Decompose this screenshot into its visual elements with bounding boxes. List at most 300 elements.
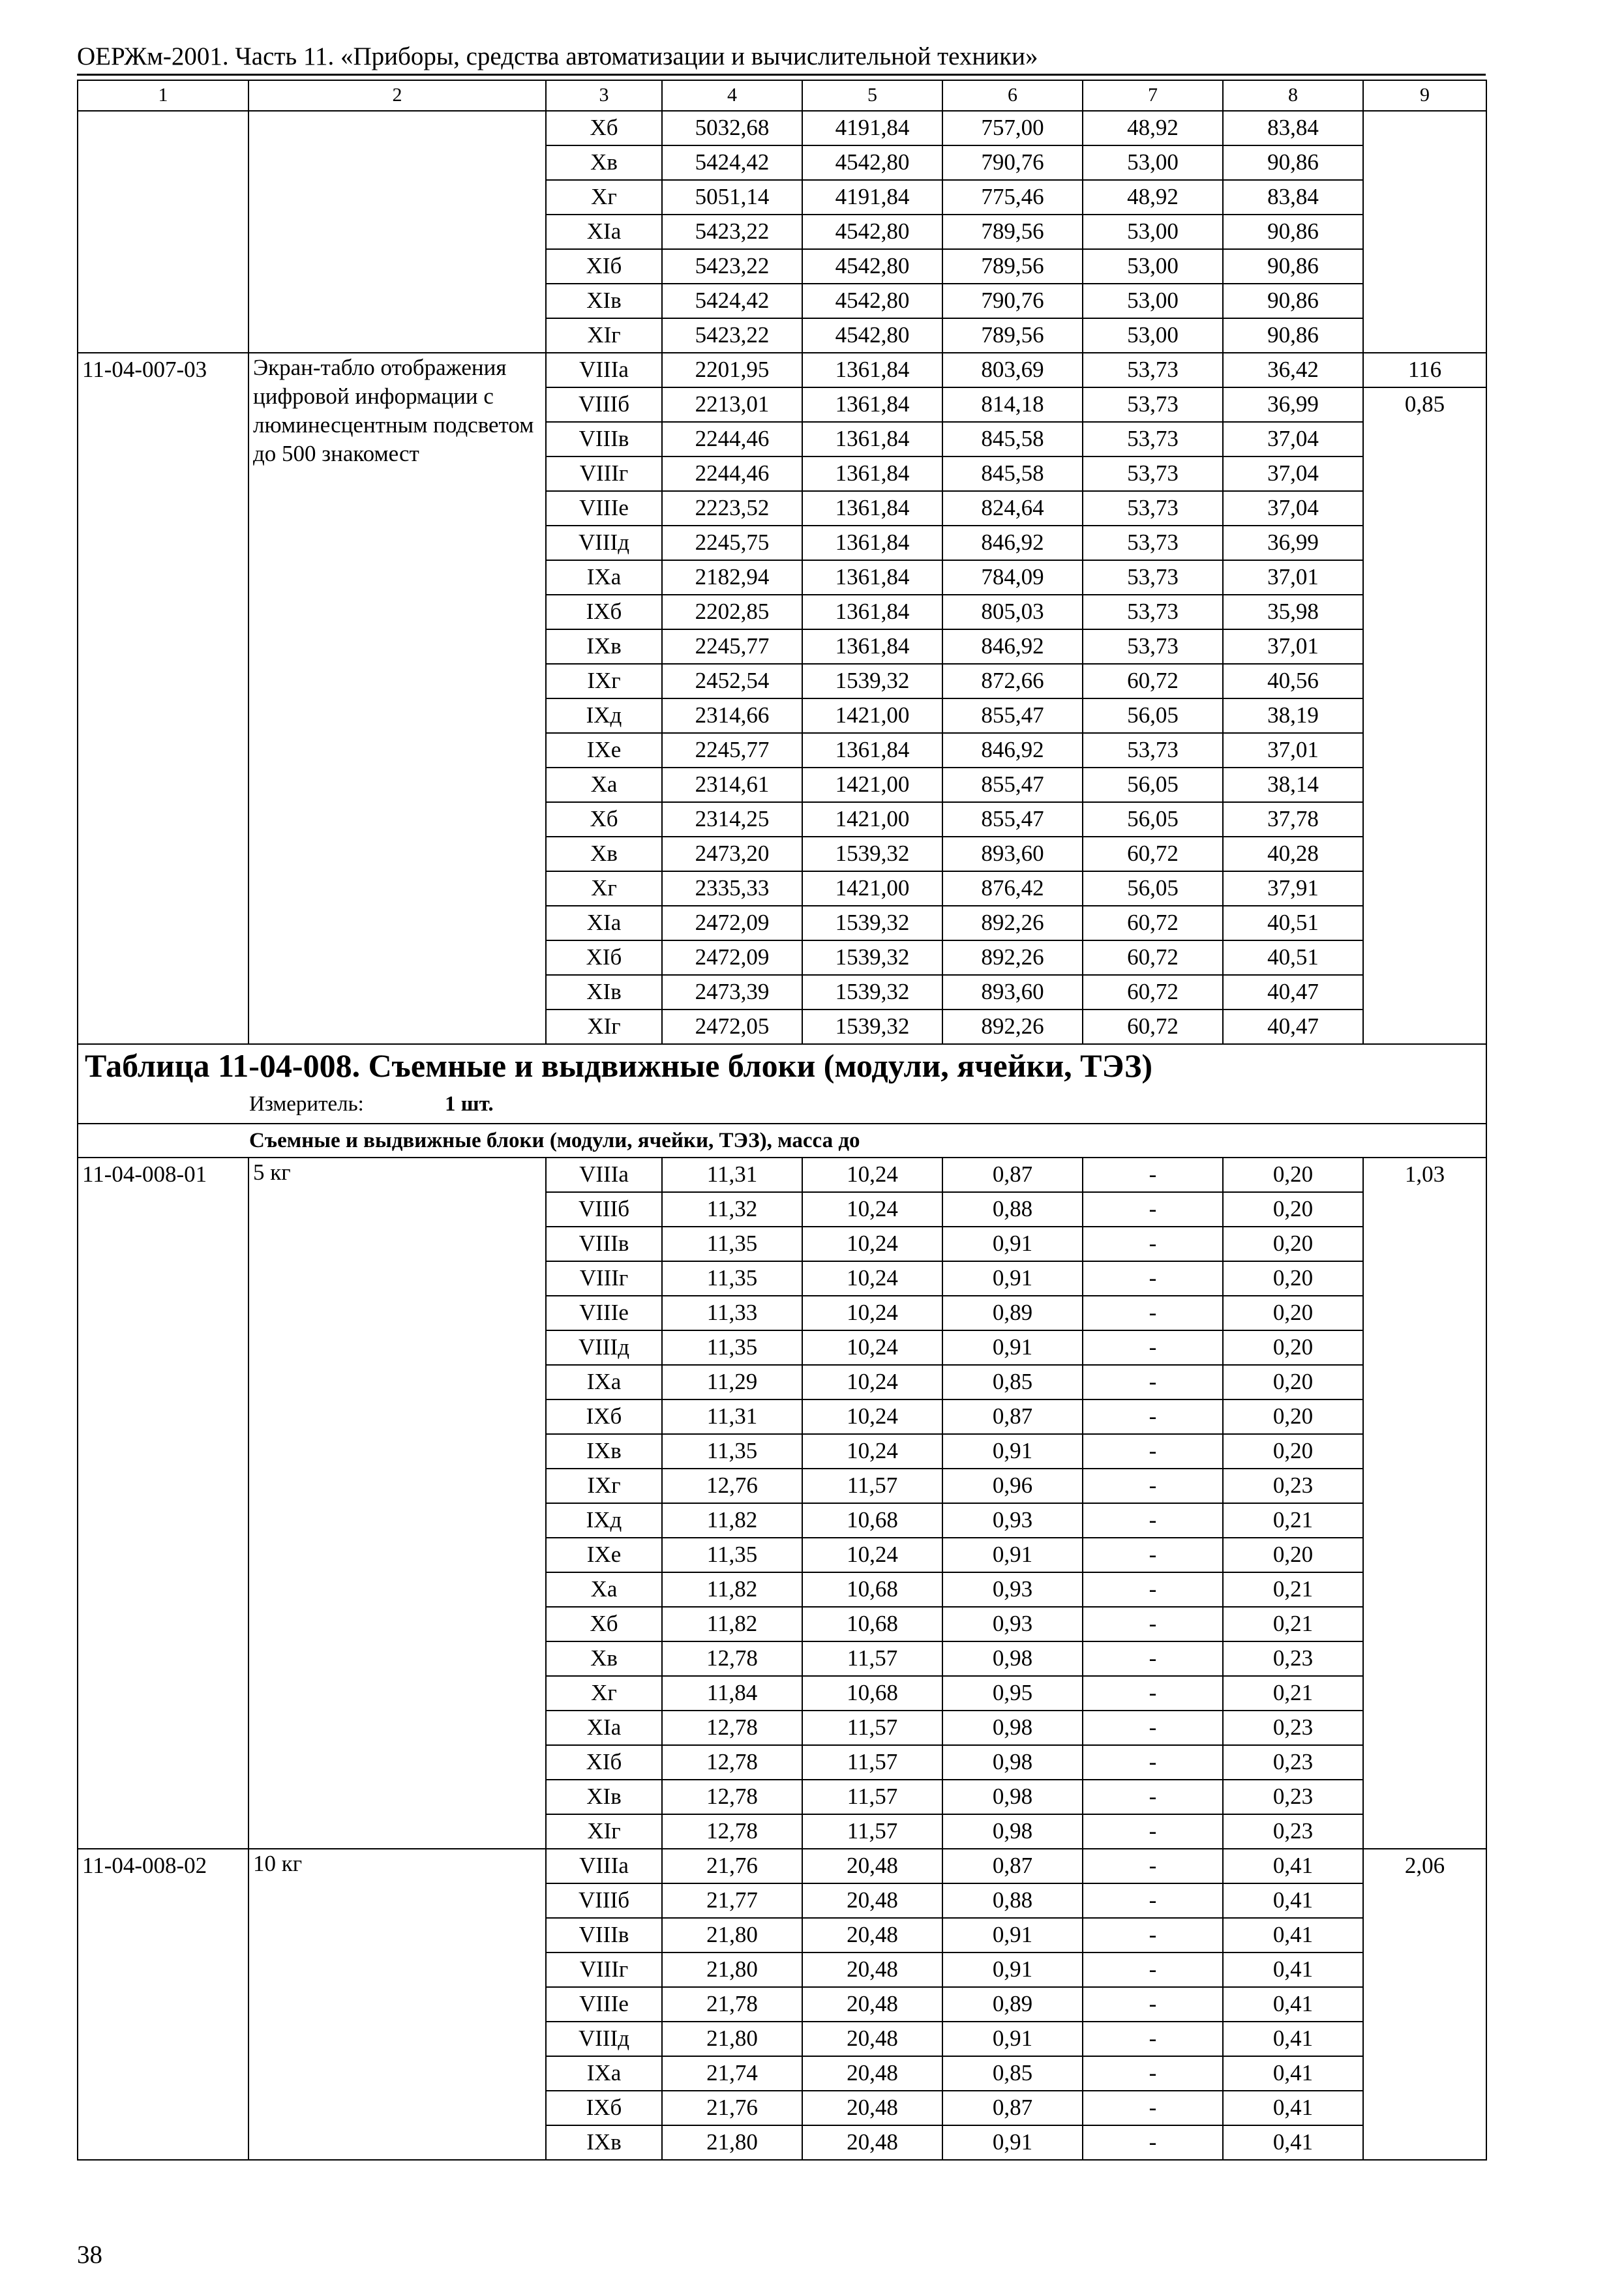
materials-cost-cell: 0,21 <box>1223 1676 1363 1711</box>
materials-cost-cell: 37,04 <box>1223 456 1363 491</box>
total-cost-cell: 2452,54 <box>662 664 802 698</box>
zone-cell: IXб <box>546 595 662 629</box>
wages-cell: 10,24 <box>802 1434 942 1469</box>
zone-cell: VIIIг <box>546 456 662 491</box>
zone-cell: Xв <box>546 145 662 180</box>
wages-cell: 1539,32 <box>802 837 942 871</box>
zone-cell: XIв <box>546 1780 662 1814</box>
zone-cell: XIб <box>546 1745 662 1780</box>
machine-cost-cell: 0,85 <box>942 2056 1083 2091</box>
wages-cell: 10,24 <box>802 1365 942 1399</box>
materials-cost-cell: 40,56 <box>1223 664 1363 698</box>
machine-cost-cell: 0,91 <box>942 2022 1083 2056</box>
total-cost-cell: 2223,52 <box>662 491 802 526</box>
machine-cost-cell: 846,92 <box>942 733 1083 768</box>
materials-cost-cell: 0,20 <box>1223 1330 1363 1365</box>
materials-cost-cell: 0,41 <box>1223 2056 1363 2091</box>
machinist-wages-cell: 60,72 <box>1083 1010 1223 1044</box>
labor-cell: 116 <box>1363 353 1486 387</box>
zone-cell: XIг <box>546 1010 662 1044</box>
materials-cost-cell: 37,01 <box>1223 629 1363 664</box>
total-cost-cell: 12,78 <box>662 1814 802 1849</box>
table-row <box>78 353 1486 387</box>
machinist-wages-cell: - <box>1083 1399 1223 1434</box>
zone-cell: IXг <box>546 1469 662 1503</box>
zone-cell: VIIIa <box>546 1849 662 1883</box>
zone-cell: VIIIe <box>546 491 662 526</box>
zone-cell: Xв <box>546 837 662 871</box>
total-cost-cell: 2213,01 <box>662 387 802 422</box>
machinist-wages-cell: 53,73 <box>1083 560 1223 595</box>
materials-cost-cell: 37,04 <box>1223 422 1363 456</box>
machinist-wages-cell: - <box>1083 1227 1223 1261</box>
materials-cost-cell: 0,21 <box>1223 1503 1363 1538</box>
zone-cell: IXa <box>546 560 662 595</box>
machinist-wages-cell: - <box>1083 1296 1223 1330</box>
wages-cell: 1361,84 <box>802 491 942 526</box>
zone-cell: IXa <box>546 2056 662 2091</box>
total-cost-cell: 5032,68 <box>662 111 802 145</box>
total-cost-cell: 11,33 <box>662 1296 802 1330</box>
materials-cost-cell: 0,20 <box>1223 1296 1363 1330</box>
wages-cell: 4542,80 <box>802 145 942 180</box>
table-title-row <box>78 1044 1486 1086</box>
wages-cell: 10,24 <box>802 1192 942 1227</box>
zone-cell: VIIIд <box>546 526 662 560</box>
zone-cell: VIIIб <box>546 387 662 422</box>
machine-cost-cell: 0,96 <box>942 1469 1083 1503</box>
zone-cell: IXв <box>546 1434 662 1469</box>
materials-cost-cell: 90,86 <box>1223 215 1363 249</box>
machinist-wages-cell: - <box>1083 1434 1223 1469</box>
zone-cell: IXa <box>546 1365 662 1399</box>
zone-cell: VIIIб <box>546 1192 662 1227</box>
table-body <box>78 80 1486 2160</box>
wages-cell: 20,48 <box>802 1952 942 1987</box>
materials-cost-cell: 0,23 <box>1223 1780 1363 1814</box>
materials-cost-cell: 0,23 <box>1223 1745 1363 1780</box>
wages-cell: 10,68 <box>802 1676 942 1711</box>
materials-cost-cell: 40,47 <box>1223 975 1363 1010</box>
materials-cost-cell: 0,41 <box>1223 1883 1363 1918</box>
zone-cell: IXд <box>546 698 662 733</box>
total-cost-cell: 12,78 <box>662 1641 802 1676</box>
zone-cell: VIIIв <box>546 1918 662 1952</box>
total-cost-cell: 21,80 <box>662 1918 802 1952</box>
page-number: 38 <box>77 2241 102 2269</box>
wages-cell: 20,48 <box>802 1918 942 1952</box>
wages-cell: 1539,32 <box>802 664 942 698</box>
column-number: 7 <box>1083 80 1223 111</box>
machinist-wages-cell: - <box>1083 1158 1223 1192</box>
machine-cost-cell: 0,93 <box>942 1607 1083 1641</box>
rate-code-cell: 11-04-008-01 <box>78 1158 248 1849</box>
zone-cell: IXб <box>546 1399 662 1434</box>
zone-cell: XIв <box>546 975 662 1010</box>
wages-cell: 1539,32 <box>802 940 942 975</box>
machinist-wages-cell: 53,73 <box>1083 629 1223 664</box>
meter-row <box>78 1086 1486 1124</box>
machinist-wages-cell: 53,00 <box>1083 284 1223 318</box>
zone-cell: IXe <box>546 733 662 768</box>
machinist-wages-cell: - <box>1083 1607 1223 1641</box>
total-cost-cell: 2314,25 <box>662 802 802 837</box>
machinist-wages-cell: 60,72 <box>1083 940 1223 975</box>
wages-cell: 11,57 <box>802 1780 942 1814</box>
wages-cell: 1539,32 <box>802 975 942 1010</box>
materials-cost-cell: 0,41 <box>1223 2125 1363 2160</box>
machine-cost-cell: 0,85 <box>942 1365 1083 1399</box>
description-cell: 10 кг <box>248 1849 546 2160</box>
table-row <box>78 1158 1486 1192</box>
meter-label: Измеритель: <box>249 1092 364 1116</box>
wages-cell: 1421,00 <box>802 802 942 837</box>
materials-cost-cell: 0,23 <box>1223 1711 1363 1745</box>
materials-cost-cell: 0,23 <box>1223 1469 1363 1503</box>
wages-cell: 11,57 <box>802 1469 942 1503</box>
materials-cost-cell: 0,20 <box>1223 1365 1363 1399</box>
machinist-wages-cell: 53,00 <box>1083 215 1223 249</box>
materials-cost-cell: 0,20 <box>1223 1261 1363 1296</box>
machinist-wages-cell: - <box>1083 1745 1223 1780</box>
wages-cell: 20,48 <box>802 2022 942 2056</box>
machinist-wages-cell: 60,72 <box>1083 664 1223 698</box>
zone-cell: Xв <box>546 1641 662 1676</box>
total-cost-cell: 2472,05 <box>662 1010 802 1044</box>
machinist-wages-cell: 53,73 <box>1083 526 1223 560</box>
machine-cost-cell: 790,76 <box>942 284 1083 318</box>
machinist-wages-cell: 53,73 <box>1083 387 1223 422</box>
total-cost-cell: 21,80 <box>662 2125 802 2160</box>
wages-cell: 1539,32 <box>802 1010 942 1044</box>
total-cost-cell: 5424,42 <box>662 145 802 180</box>
machine-cost-cell: 0,93 <box>942 1572 1083 1607</box>
machine-cost-cell: 789,56 <box>942 318 1083 353</box>
machinist-wages-cell: - <box>1083 1952 1223 1987</box>
materials-cost-cell: 37,04 <box>1223 491 1363 526</box>
wages-cell: 20,48 <box>802 1849 942 1883</box>
machine-cost-cell: 0,88 <box>942 1883 1083 1918</box>
materials-cost-cell: 40,51 <box>1223 940 1363 975</box>
total-cost-cell: 11,29 <box>662 1365 802 1399</box>
wages-cell: 1421,00 <box>802 698 942 733</box>
machinist-wages-cell: - <box>1083 1572 1223 1607</box>
wages-cell: 10,24 <box>802 1538 942 1572</box>
zone-cell: VIIIб <box>546 1883 662 1918</box>
machinist-wages-cell: 48,92 <box>1083 180 1223 215</box>
zone-cell: IXв <box>546 2125 662 2160</box>
machinist-wages-cell: - <box>1083 1261 1223 1296</box>
zone-cell: XIг <box>546 1814 662 1849</box>
zone-cell: VIIIд <box>546 1330 662 1365</box>
machinist-wages-cell: 48,92 <box>1083 111 1223 145</box>
wages-cell: 20,48 <box>802 2091 942 2125</box>
machinist-wages-cell: - <box>1083 1503 1223 1538</box>
total-cost-cell: 21,80 <box>662 2022 802 2056</box>
wages-cell: 10,24 <box>802 1330 942 1365</box>
wages-cell: 4191,84 <box>802 180 942 215</box>
materials-cost-cell: 0,21 <box>1223 1607 1363 1641</box>
total-cost-cell: 11,31 <box>662 1399 802 1434</box>
materials-cost-cell: 36,42 <box>1223 353 1363 387</box>
machinist-wages-cell: 53,73 <box>1083 595 1223 629</box>
zone-cell: XIб <box>546 940 662 975</box>
machine-cost-cell: 803,69 <box>942 353 1083 387</box>
wages-cell: 10,24 <box>802 1296 942 1330</box>
machine-cost-cell: 0,91 <box>942 1330 1083 1365</box>
total-cost-cell: 5423,22 <box>662 318 802 353</box>
total-cost-cell: 2202,85 <box>662 595 802 629</box>
machine-cost-cell: 757,00 <box>942 111 1083 145</box>
total-cost-cell: 2314,66 <box>662 698 802 733</box>
wages-cell: 1361,84 <box>802 595 942 629</box>
zone-cell: VIIIв <box>546 1227 662 1261</box>
machinist-wages-cell: - <box>1083 1469 1223 1503</box>
machinist-wages-cell: - <box>1083 2091 1223 2125</box>
zone-cell: XIг <box>546 318 662 353</box>
column-number: 2 <box>248 80 546 111</box>
materials-cost-cell: 90,86 <box>1223 284 1363 318</box>
meter-cell <box>78 1086 1486 1124</box>
machinist-wages-cell: - <box>1083 2022 1223 2056</box>
meter-value: 1 шт. <box>445 1092 494 1116</box>
total-cost-cell: 12,78 <box>662 1780 802 1814</box>
machinist-wages-cell: - <box>1083 2125 1223 2160</box>
machinist-wages-cell: 53,73 <box>1083 353 1223 387</box>
zone-cell: Xa <box>546 1572 662 1607</box>
total-cost-cell: 11,35 <box>662 1330 802 1365</box>
machinist-wages-cell: - <box>1083 1780 1223 1814</box>
total-cost-cell: 2245,77 <box>662 629 802 664</box>
machinist-wages-cell: - <box>1083 1918 1223 1952</box>
column-number-row <box>78 80 1486 111</box>
machine-cost-cell: 893,60 <box>942 837 1083 871</box>
materials-cost-cell: 36,99 <box>1223 526 1363 560</box>
machinist-wages-cell: 60,72 <box>1083 975 1223 1010</box>
machine-cost-cell: 872,66 <box>942 664 1083 698</box>
wages-cell: 10,24 <box>802 1158 942 1192</box>
zone-cell: IXб <box>546 2091 662 2125</box>
document-header: ОЕРЖм-2001. Часть 11. «Приборы, средства автоматизации и вычислительной техники» <box>77 42 1038 70</box>
total-cost-cell: 21,78 <box>662 1987 802 2022</box>
machine-cost-cell: 814,18 <box>942 387 1083 422</box>
machine-cost-cell: 855,47 <box>942 698 1083 733</box>
wages-cell: 4542,80 <box>802 249 942 284</box>
materials-cost-cell: 0,20 <box>1223 1227 1363 1261</box>
machinist-wages-cell: - <box>1083 1192 1223 1227</box>
machinist-wages-cell: - <box>1083 1365 1223 1399</box>
zone-cell: IXв <box>546 629 662 664</box>
total-cost-cell: 2472,09 <box>662 940 802 975</box>
description-cell: Экран-табло отображения цифровой информации с люминесцентным подсветом до 500 знакомест <box>248 353 546 1044</box>
machinist-wages-cell: - <box>1083 1538 1223 1572</box>
column-number: 3 <box>546 80 662 111</box>
machine-cost-cell: 0,87 <box>942 1158 1083 1192</box>
materials-cost-cell: 40,28 <box>1223 837 1363 871</box>
wages-cell: 1361,84 <box>802 387 942 422</box>
rate-code-cell <box>78 111 248 353</box>
wages-cell: 10,24 <box>802 1399 942 1434</box>
materials-cost-cell: 38,14 <box>1223 768 1363 802</box>
wages-cell: 1361,84 <box>802 629 942 664</box>
wages-cell: 1361,84 <box>802 456 942 491</box>
machinist-wages-cell: 53,73 <box>1083 422 1223 456</box>
wages-cell: 1539,32 <box>802 906 942 940</box>
total-cost-cell: 5424,42 <box>662 284 802 318</box>
machine-cost-cell: 0,98 <box>942 1814 1083 1849</box>
total-cost-cell: 2245,77 <box>662 733 802 768</box>
machine-cost-cell: 0,98 <box>942 1780 1083 1814</box>
materials-cost-cell: 83,84 <box>1223 180 1363 215</box>
total-cost-cell: 2472,09 <box>662 906 802 940</box>
labor-cell: 2,06 <box>1363 1849 1486 2160</box>
materials-cost-cell: 40,47 <box>1223 1010 1363 1044</box>
machine-cost-cell: 0,91 <box>942 1434 1083 1469</box>
table-row <box>78 111 1486 145</box>
machine-cost-cell: 775,46 <box>942 180 1083 215</box>
machine-cost-cell: 855,47 <box>942 768 1083 802</box>
zone-cell: Xг <box>546 1676 662 1711</box>
machine-cost-cell: 0,91 <box>942 1227 1083 1261</box>
labor-cell: 1,03 <box>1363 1158 1486 1849</box>
zone-cell: Xб <box>546 111 662 145</box>
total-cost-cell: 11,82 <box>662 1607 802 1641</box>
table-title: Таблица 11-04-008. Съемные и выдвижные блоки (модули, ячейки, ТЭЗ) <box>78 1044 1486 1086</box>
machinist-wages-cell: 53,00 <box>1083 318 1223 353</box>
machine-cost-cell: 0,88 <box>942 1192 1083 1227</box>
materials-cost-cell: 0,20 <box>1223 1434 1363 1469</box>
zone-cell: XIб <box>546 249 662 284</box>
materials-cost-cell: 90,86 <box>1223 318 1363 353</box>
zone-cell: Xa <box>546 768 662 802</box>
materials-cost-cell: 0,41 <box>1223 1849 1363 1883</box>
machinist-wages-cell: - <box>1083 2056 1223 2091</box>
total-cost-cell: 2335,33 <box>662 871 802 906</box>
wages-cell: 10,24 <box>802 1227 942 1261</box>
total-cost-cell: 11,35 <box>662 1261 802 1296</box>
machine-cost-cell: 0,89 <box>942 1296 1083 1330</box>
description-cell <box>248 111 546 353</box>
materials-cost-cell: 0,20 <box>1223 1538 1363 1572</box>
zone-cell: VIIIa <box>546 1158 662 1192</box>
zone-cell: IXд <box>546 1503 662 1538</box>
total-cost-cell: 21,76 <box>662 1849 802 1883</box>
column-number: 9 <box>1363 80 1486 111</box>
zone-cell: Xг <box>546 180 662 215</box>
machine-cost-cell: 0,91 <box>942 1918 1083 1952</box>
materials-cost-cell: 37,01 <box>1223 560 1363 595</box>
wages-cell: 1361,84 <box>802 560 942 595</box>
materials-cost-cell: 0,41 <box>1223 1952 1363 1987</box>
wages-cell: 1361,84 <box>802 526 942 560</box>
wages-cell: 1361,84 <box>802 422 942 456</box>
machine-cost-cell: 0,89 <box>942 1987 1083 2022</box>
machine-cost-cell: 0,91 <box>942 1952 1083 1987</box>
total-cost-cell: 2314,61 <box>662 768 802 802</box>
machinist-wages-cell: - <box>1083 1641 1223 1676</box>
machinist-wages-cell: - <box>1083 1711 1223 1745</box>
machinist-wages-cell: 53,73 <box>1083 733 1223 768</box>
machine-cost-cell: 846,92 <box>942 526 1083 560</box>
materials-cost-cell: 37,78 <box>1223 802 1363 837</box>
zone-cell: VIIIe <box>546 1987 662 2022</box>
total-cost-cell: 2182,94 <box>662 560 802 595</box>
machinist-wages-cell: 56,05 <box>1083 768 1223 802</box>
total-cost-cell: 12,78 <box>662 1711 802 1745</box>
materials-cost-cell: 0,41 <box>1223 2091 1363 2125</box>
wages-cell: 10,68 <box>802 1503 942 1538</box>
zone-cell: IXг <box>546 664 662 698</box>
machine-cost-cell: 805,03 <box>942 595 1083 629</box>
machinist-wages-cell: 53,00 <box>1083 145 1223 180</box>
total-cost-cell: 2473,39 <box>662 975 802 1010</box>
column-number: 5 <box>802 80 942 111</box>
materials-cost-cell: 0,20 <box>1223 1399 1363 1434</box>
total-cost-cell: 2245,75 <box>662 526 802 560</box>
machinist-wages-cell: - <box>1083 1814 1223 1849</box>
total-cost-cell: 21,76 <box>662 2091 802 2125</box>
materials-cost-cell: 0,21 <box>1223 1572 1363 1607</box>
machinist-wages-cell: 53,73 <box>1083 456 1223 491</box>
materials-cost-cell: 0,23 <box>1223 1814 1363 1849</box>
total-cost-cell: 11,32 <box>662 1192 802 1227</box>
zone-cell: VIIIд <box>546 2022 662 2056</box>
wages-cell: 1361,84 <box>802 733 942 768</box>
materials-cost-cell: 90,86 <box>1223 145 1363 180</box>
machinist-wages-cell: - <box>1083 1883 1223 1918</box>
materials-cost-cell: 0,20 <box>1223 1158 1363 1192</box>
wages-cell: 20,48 <box>802 1987 942 2022</box>
wages-cell: 4191,84 <box>802 111 942 145</box>
total-cost-cell: 11,35 <box>662 1538 802 1572</box>
column-number: 1 <box>78 80 248 111</box>
total-cost-cell: 5423,22 <box>662 249 802 284</box>
materials-cost-cell: 0,23 <box>1223 1641 1363 1676</box>
column-number: 6 <box>942 80 1083 111</box>
materials-cost-cell: 40,51 <box>1223 906 1363 940</box>
zone-cell: XIa <box>546 215 662 249</box>
wages-cell: 20,48 <box>802 2056 942 2091</box>
total-cost-cell: 2201,95 <box>662 353 802 387</box>
materials-cost-cell: 0,41 <box>1223 1987 1363 2022</box>
total-cost-cell: 11,35 <box>662 1434 802 1469</box>
zone-cell: VIIIв <box>546 422 662 456</box>
materials-cost-cell: 37,01 <box>1223 733 1363 768</box>
wages-cell: 11,57 <box>802 1814 942 1849</box>
machine-cost-cell: 0,91 <box>942 1261 1083 1296</box>
machine-cost-cell: 0,91 <box>942 2125 1083 2160</box>
total-cost-cell: 5051,14 <box>662 180 802 215</box>
table-subtitle: Съемные и выдвижные блоки (модули, ячейки, ТЭЗ), масса до <box>78 1124 1486 1158</box>
machine-cost-cell: 845,58 <box>942 422 1083 456</box>
header-rule <box>77 74 1486 76</box>
machinist-wages-cell: 56,05 <box>1083 871 1223 906</box>
zone-cell: Xб <box>546 802 662 837</box>
machine-cost-cell: 855,47 <box>942 802 1083 837</box>
machine-cost-cell: 0,87 <box>942 2091 1083 2125</box>
wages-cell: 10,68 <box>802 1607 942 1641</box>
machinist-wages-cell: - <box>1083 1987 1223 2022</box>
zone-cell: Xб <box>546 1607 662 1641</box>
wages-cell: 4542,80 <box>802 318 942 353</box>
wages-cell: 4542,80 <box>802 284 942 318</box>
col9-cell <box>1363 111 1486 353</box>
wages-cell: 10,24 <box>802 1261 942 1296</box>
total-cost-cell: 21,80 <box>662 1952 802 1987</box>
total-cost-cell: 21,74 <box>662 2056 802 2091</box>
wages-cell: 20,48 <box>802 1883 942 1918</box>
machine-cost-cell: 824,64 <box>942 491 1083 526</box>
